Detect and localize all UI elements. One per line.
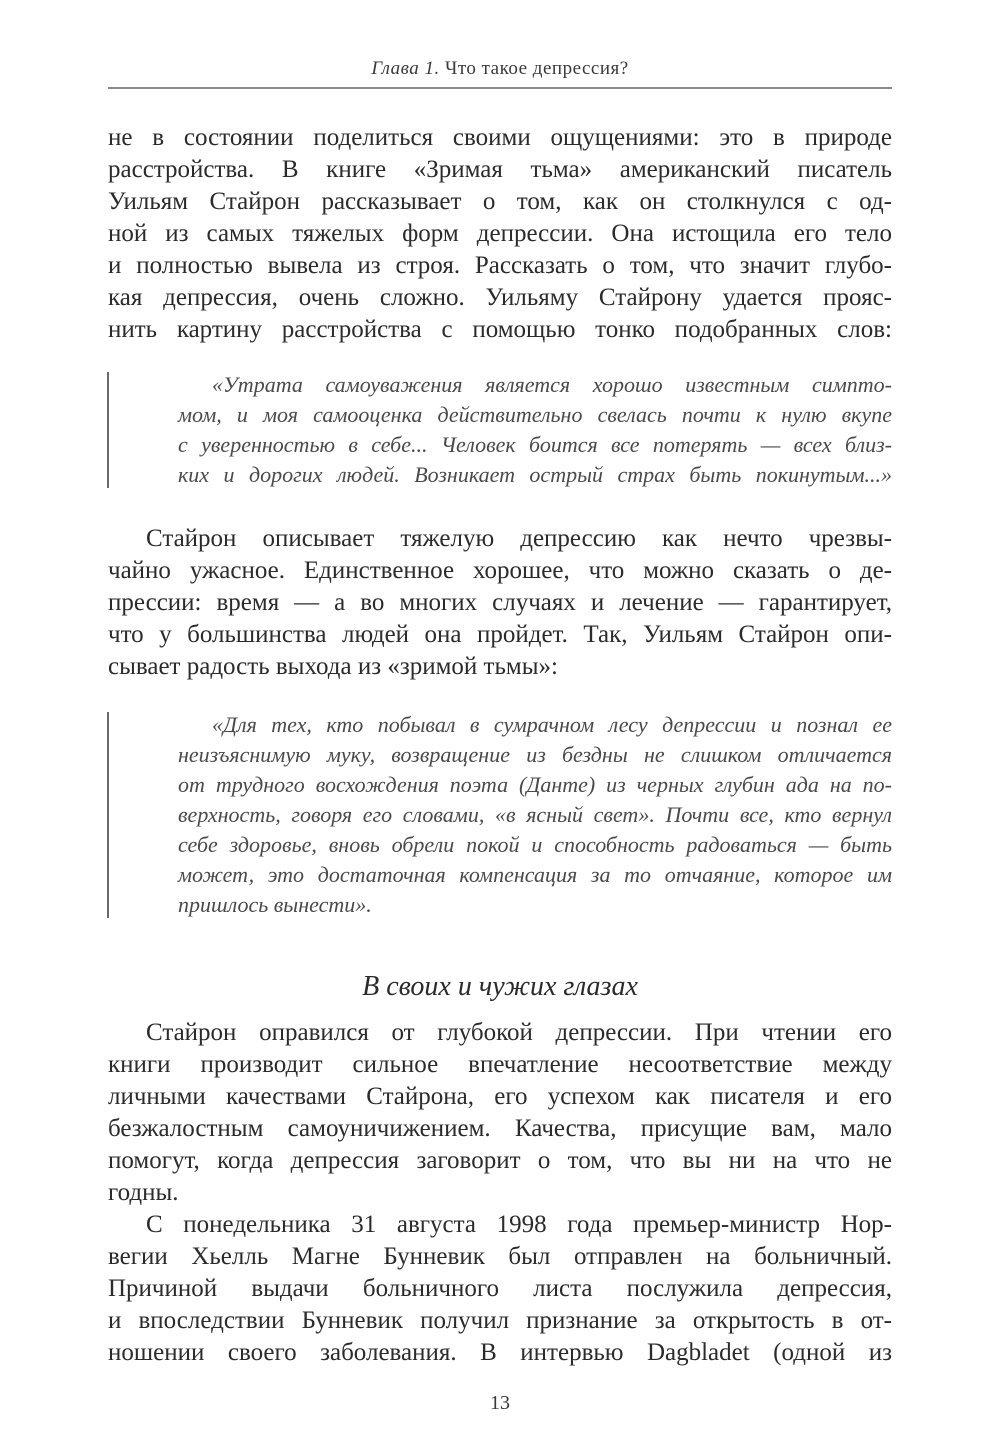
body-line: безжалостным самоуничижением. Качества, присущие вам, мало: [108, 1115, 892, 1142]
body-line: Стайрон оправился от глубокой депрессии. При чтении его: [146, 1019, 892, 1046]
header-rule: [108, 87, 892, 89]
body-line: Уильям Стайрон рассказывает о том, как он столкнулся с од-: [108, 188, 892, 215]
body-line: кая депрессия, очень сложно. Уильяму Стайрону удается прояс-: [108, 284, 892, 311]
page-number: 13: [490, 1392, 510, 1414]
body-line: помогут, когда депрессия заговорит о том, что вы ни на что не: [108, 1147, 892, 1174]
quote-line: с уверенностью в себе... Человек боится все потерять — всех близ-: [178, 432, 892, 457]
chapter-title: Что такое депрессия?: [445, 58, 629, 79]
body-line: чайно ужасное. Единственное хорошее, что можно сказать о де-: [108, 557, 892, 584]
chapter-label: Глава 1.: [371, 58, 440, 79]
quote-line: «Для тех, кто побывал в сумрачном лесу депрессии и познал ее: [212, 712, 892, 737]
body-line: не в состоянии поделиться своими ощущениями: это в природе: [108, 124, 892, 151]
quote-line: себе здоровье, вновь обрели покой и способность радоваться — быть: [178, 832, 892, 857]
quote-line: «Утрата самоуважения является хорошо известным симпто-: [212, 372, 892, 397]
body-line: и полностью вывела из строя. Рассказать о том, что значит глубо-: [108, 252, 892, 279]
body-line: что у большинства людей она пройдет. Так, Уильям Стайрон опи-: [108, 621, 892, 648]
body-line: ной из самых тяжелых форм депрессии. Она истощила его тело: [108, 220, 892, 247]
body-line: С понедельника 31 августа 1998 года премьер-министр Нор-: [146, 1211, 892, 1238]
body-line: Стайрон описывает тяжелую депрессию как нечто чрезвы-: [146, 525, 892, 552]
quote-line: неизъяснимую муку, возвращение из бездны не слишком отличается: [178, 742, 892, 767]
quote-line: мом, и моя самооценка действительно свелась почти к нулю вкупе: [178, 402, 892, 427]
quote-bar: [107, 372, 109, 488]
body-line: Причиной выдачи больничного листа послужила депрессия,: [108, 1275, 892, 1302]
body-line: расстройства. В книге «Зримая тьма» американский писатель: [108, 156, 892, 183]
body-line: ношении своего заболевания. В интервью Dagbladet (одной из: [108, 1339, 892, 1366]
quote-bar: [107, 712, 109, 918]
body-line: вегии Хьелль Магне Бунневик был отправлен на больничный.: [108, 1243, 892, 1270]
quote-line: может, это достаточная компенсация за то отчаяние, которое им: [178, 862, 892, 887]
body-line: и впоследствии Бунневик получил признание за открытость в от-: [108, 1307, 892, 1334]
section-subheading: В своих и чужих глазах: [362, 971, 638, 1002]
quote-line: пришлось вынести».: [178, 892, 372, 917]
body-line: книги производит сильное впечатление несоответствие между: [108, 1051, 892, 1078]
body-line: годны.: [108, 1179, 179, 1206]
body-line: сывает радость выхода из «зримой тьмы»:: [108, 653, 558, 680]
quote-line: от трудного восхождения поэта (Данте) из черных глубин ада на по-: [178, 772, 892, 797]
quote-line: ких и дорогих людей. Возникает острый страх быть покинутым...»: [178, 462, 892, 487]
body-line: прессии: время — а во многих случаях и лечение — гарантирует,: [108, 589, 892, 616]
body-line: личными качествами Стайрона, его успехом как писателя и его: [108, 1083, 892, 1110]
body-line: нить картину расстройства с помощью тонко подобранных слов:: [108, 316, 892, 343]
quote-line: верхность, говоря его словами, «в ясный свет». Почти все, кто вернул: [178, 802, 892, 827]
running-header: [108, 58, 892, 82]
